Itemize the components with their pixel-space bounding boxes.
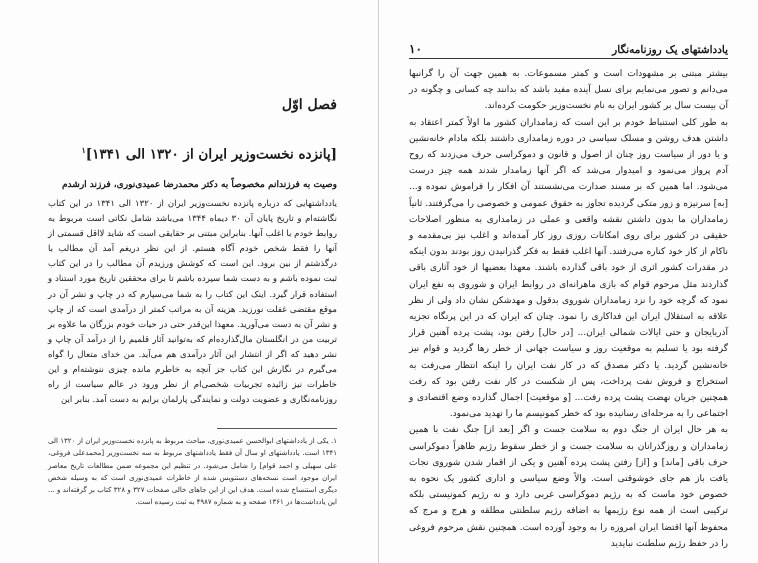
footnote-mark: ۱ (81, 145, 86, 155)
footnote-divider (217, 428, 337, 429)
paragraph: به هر حال ایران از جنگ دوم به سلامت جست و اگر [بعد از] جنگ نفت با همین زمامداران و روزگذرانان به سلامت جست و از خطر سقوط رژیم ظاهراً دموکراسی حرف باقی [ماند] و [از] رفتن پشت پرده آهنین و یکی از اقمار شدن شوروی نجات یافت باز هم جای خوشوقتی است. والاً وضع سیاسی و اداری کشور یک نحوه به خصوص خود ماست که به رژیم دموکراسی غربی دارد و نه رژیم کمونیستی بلکه ترکیبی است از همه نوع رژیمها به اضافه رژیم سلطنتی مطلقه و هرج و مرج که محفوظ آنها اقتضا ایران امروزه را به وجود آورده است. همچنین نقش مرحوم فروغی را در حفظ رژیم سلطنت نبایدید (409, 425, 728, 549)
left-body-text (48, 197, 337, 408)
right-body-text (409, 66, 728, 549)
dedication-line: وصیت به فرزندانم مخصوصاً به دکتر محمدرضا عمیدی‌نوری، فرزند ارشدم (61, 180, 337, 190)
chapter-heading (48, 145, 337, 163)
footnote-text: ۱. یکی از یادداشتهای ابوالحسن عمیدی‌نوری، مباحث مربوط به پانزده نخست‌وزیر ایران از ۱۳۲۰ الی ۱۳۴۱ است. یادداشتهای او سال آن فقط یادداشتهای مربوط به سه نخست‌وزیر [محمدعلی فروغی، علی سهیلی و احمد قوام] را شامل می‌شود. در تنظیم این مجموعه ضمن مطالعات تاریخ معاصر ایران موجود است نسخه‌های دستنویس شده از خاطرات عمیدی‌نوری است که به وسیله شخص دیگری استنساخ شده است. هدف این از این جا‌های خالی صفحات ۳۲۷ و ۳۲۸ کتاب بر گرفته‌اند و ... این یادداشت‌ها در ۱۳۶۱ صفحه و به شماره ۴۹۸۷ به ثبت رسیده است. (48, 437, 337, 507)
paragraph: به طور کلی استنباط خودم بر این است که زمامداران کشور ما اولاً کمتر اعتقاد به داشتن هدف روشن و مسلک سیاسی در دوره زمامداری داشتند بلکه مادام خانه‌نشین و یا دور از سیاست روز چنان از اصول و قانون و دموکراسی حرف می‌زدند که روح آدم پرواز می‌نمود و امیدوار می‌شد که اگر آنها زمامدار شدند همه چیز درست می‌شود. اما همین که بر مسند صدارت می‌نشستند آن افکار را فراموش نموده و... [به] سرنیزه و زور متکی گردیده تجاوز به حقوق عمومی و خصوصی را می‌گرفتند. ثانیاً زمامداران ما بدون داشتن نقشه واقعی و عملی در زمامداری به منظور اصلاحات حقیقی در کشور برای روی امکانات روزی روز کار آمده‌اند و اغلب نیز بی‌مقدمه و ناکام از کار خود کناره می‌رفتند. آنها اغلب فقط به فکر گذرانیدن روز بودند بدون اینکه در مقدرات کشور اثری از خود باقی گذارده باشند. معهذا بعضیها از خود آثاری باقی گذاردند مثل مرحوم قوام که بازی ماهرانه‌ای در روابط ایران و شوروی به نفع ایران نمود که گرچه خود را نزد زمامداران شوروی بدقول و مهدشکن نشان داد ولی از نظر علاقه به استقلال ایران این فداکاری را نمود. چنان که ایران که در این پرتگاه تجزیه آذربایجان و حتی ایالات شمالی ایران... [در حال] رفتن بود، پشت پرده آهنین قرار گرفته بود یا تسلیم به موقعیت روز و سیاست جهانی از خطر رها گردید و قوام نیز خانه‌نشین گردید. یا دکتر مصدق که در کار نفت ایران را اینکه انتظار می‌رفت به استخراج و فروش نفت پرداخت، پس از شکست در کار نفت رفتن بود که رفت همچنین جریان نهضت پشت پرده رفت... [و موقعیت] اجمال گذارده وضع اقتصادی و اجتماعی را به مرحله‌ای رسانیده بود که خطر کمونیسم ما را تهدید می‌نمود. (409, 117, 728, 420)
right-page (379, 0, 758, 563)
chapter-heading-text: [پانزده نخست‌وزیر ایران از ۱۳۲۰ الی ۱۳۴۱] (85, 146, 337, 163)
running-head-title: یادداشتهای یک روزنامه‌نگار (612, 44, 728, 56)
running-head (409, 38, 728, 59)
paragraph: یادداشتهایی که درباره پانزده نخست‌وزیر ایران از ۱۳۲۰ الی ۱۳۴۱ در این کتاب نگاشته‌ام و تاریخ پایان آن ۳۰ دیماه ۱۳۴۴ می‌باشد شامل نکاتی است مربوط به روابط خودم با اغلب آنها. بنابراین مبتنی بر حقایقی است که شاید لااقل قسمتی از آنها را فقط شخص خودم آگاه هستم. از این نظر دریغم آمد آن مطالب با درگذشتم از بین برود. این است که کوشش ورزیدم آن مطالب را در این کتاب ثبت نموده باشم و به دست شما سپرده باشم تا برای محققین تاریخ مورد استناد و استفاده قرار گیرد. اینک این کتاب را به شما می‌سپارم که در چاپ و نشر آن در موقع مقتضی غفلت نورزید. هزینه آن به مراتب کمتر از درآمدی است که از چاپ و نشر آن به دست می‌آورید. معهذا این‌قدر حتی در حیات خودم بزرگان ما علاوه بر تربیت من در انگلستان مال‌گذارده‌ام که به‌توانید آثار قلمیم را از درآمد آن چاپ و نشر دهید که اگر از انتشار این آثار درآمدی هم می‌آید. من خدای متعال را گواه می‌گیرم در نگارش این کتاب جز آنچه به خاطرم مانده چیزی ننوشته‌ام و این خاطرات نیز زائیده تجربیات شخصی‌ام از نظر ورود در عالم سیاست از راه روزنامه‌نگاری و عضویت دولت و نمایندگی پارلمان برایم به دست آمد. بنابر این (47, 199, 337, 406)
paragraph: بیشتر مبتنی بر مشهودات است و کمتر مسموعات. به همین جهت آن را گرانبها می‌دانم و تصور می‌نمایم برای نسل آینده مفید باشد که بدانند چه کسانی و چگونه در آن بیست سال بر کشور ایران به نام نخست‌وزیر حکومت کرده‌اند. (409, 69, 728, 112)
page-number: ۱۰ (409, 42, 422, 56)
footnote (48, 435, 337, 509)
chapter-title: فصل اوّل (281, 97, 337, 113)
